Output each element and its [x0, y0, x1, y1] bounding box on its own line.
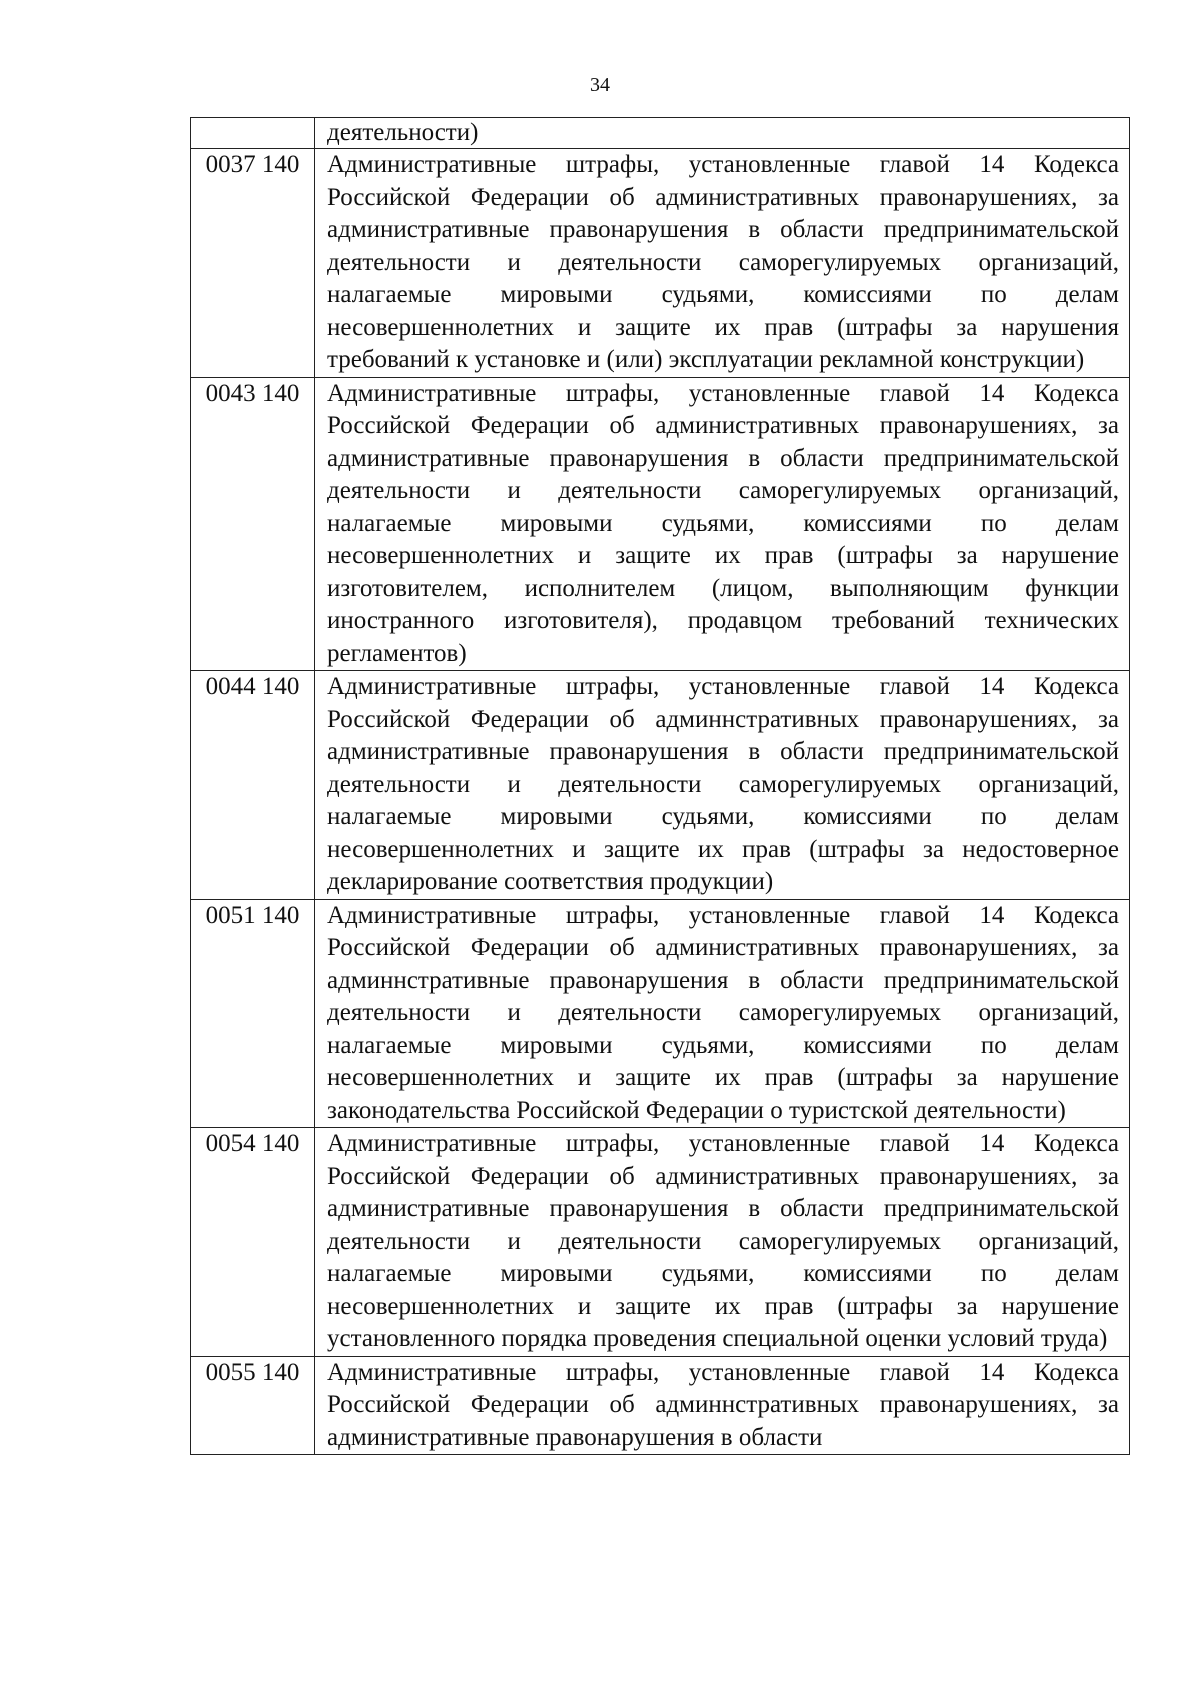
row-code: 0051 140: [191, 899, 315, 1128]
row-description: деятельности): [315, 118, 1130, 149]
row-description: Административные штрафы, установленные главой 14 Кодекса Российской Федерации об административных правонарушениях, за админнстративные правонарушения в области предпринимательской деятельности и деятельности саморегулируемых организаций, налагаемые мировыми судьями, комиссиями по делам несовершеннолетних и защите их прав (штрафы за нарушение законодательства Российской Федерации о туристской деятельности): [315, 899, 1130, 1128]
row-code: 0054 140: [191, 1128, 315, 1357]
codes-table: [190, 117, 1130, 1455]
table-row-continuation: [191, 118, 1130, 149]
page-number: 34: [590, 74, 610, 96]
row-code: 0044 140: [191, 671, 315, 900]
row-description: Административные штрафы, установленные главой 14 Кодекса Российской Федерации об админнстративных правонарушениях, за административные правонарушения в области предпринимательской деятельности и деятельности саморегулируемых организаций, налагаемые мировыми судьями, комиссиями по делам несовершеннолетних и защите их прав (штрафы за недостоверное декларирование соответствия продукции): [315, 671, 1130, 900]
row-description: Административные штрафы, установленные главой 14 Кодекса Российской Федерации об административных правонарушениях, за административные правонарушения в области предпринимательской деятельности и деятельности саморегулируемых организаций, налагаемые мировыми судьями, комиссиями по делам несовершеннолетних и защите их прав (штрафы за нарушения требований к установке и (или) эксплуатации рекламной конструкции): [315, 149, 1130, 378]
row-description: Административные штрафы, установленные главой 14 Кодекса Российской Федерации об админнстративных правонарушениях, за административные правонарушения в области: [315, 1356, 1130, 1455]
table-row: [191, 1128, 1130, 1357]
row-description: Административные штрафы, установленные главой 14 Кодекса Российской Федерации об административных правонарушениях, за административные правонарушения в области предпринимательской деятельности и деятельности саморегулируемых организаций, налагаемые мировыми судьями, комиссиями по делам несовершеннолетних и защите их прав (штрафы за нарушение установленного порядка проведения специальной оценки условий труда): [315, 1128, 1130, 1357]
row-code: 0043 140: [191, 377, 315, 671]
table-row: [191, 899, 1130, 1128]
table-row: [191, 149, 1130, 378]
table-row: [191, 671, 1130, 900]
table-row: [191, 377, 1130, 671]
row-description: Административные штрафы, установленные главой 14 Кодекса Российской Федерации об административных правонарушениях, за административные правонарушения в области предпринимательской деятельности и деятельности саморегулируемых организаций, налагаемые мировыми судьями, комиссиями по делам несовершеннолетних и защите их прав (штрафы за нарушение изготовителем, исполнителем (лицом, выполняющим функции иностранного изготовителя), продавцом требований технических регламентов): [315, 377, 1130, 671]
table-row: [191, 1356, 1130, 1455]
row-code: 0037 140: [191, 149, 315, 378]
row-code: [191, 118, 315, 149]
row-code: 0055 140: [191, 1356, 315, 1455]
